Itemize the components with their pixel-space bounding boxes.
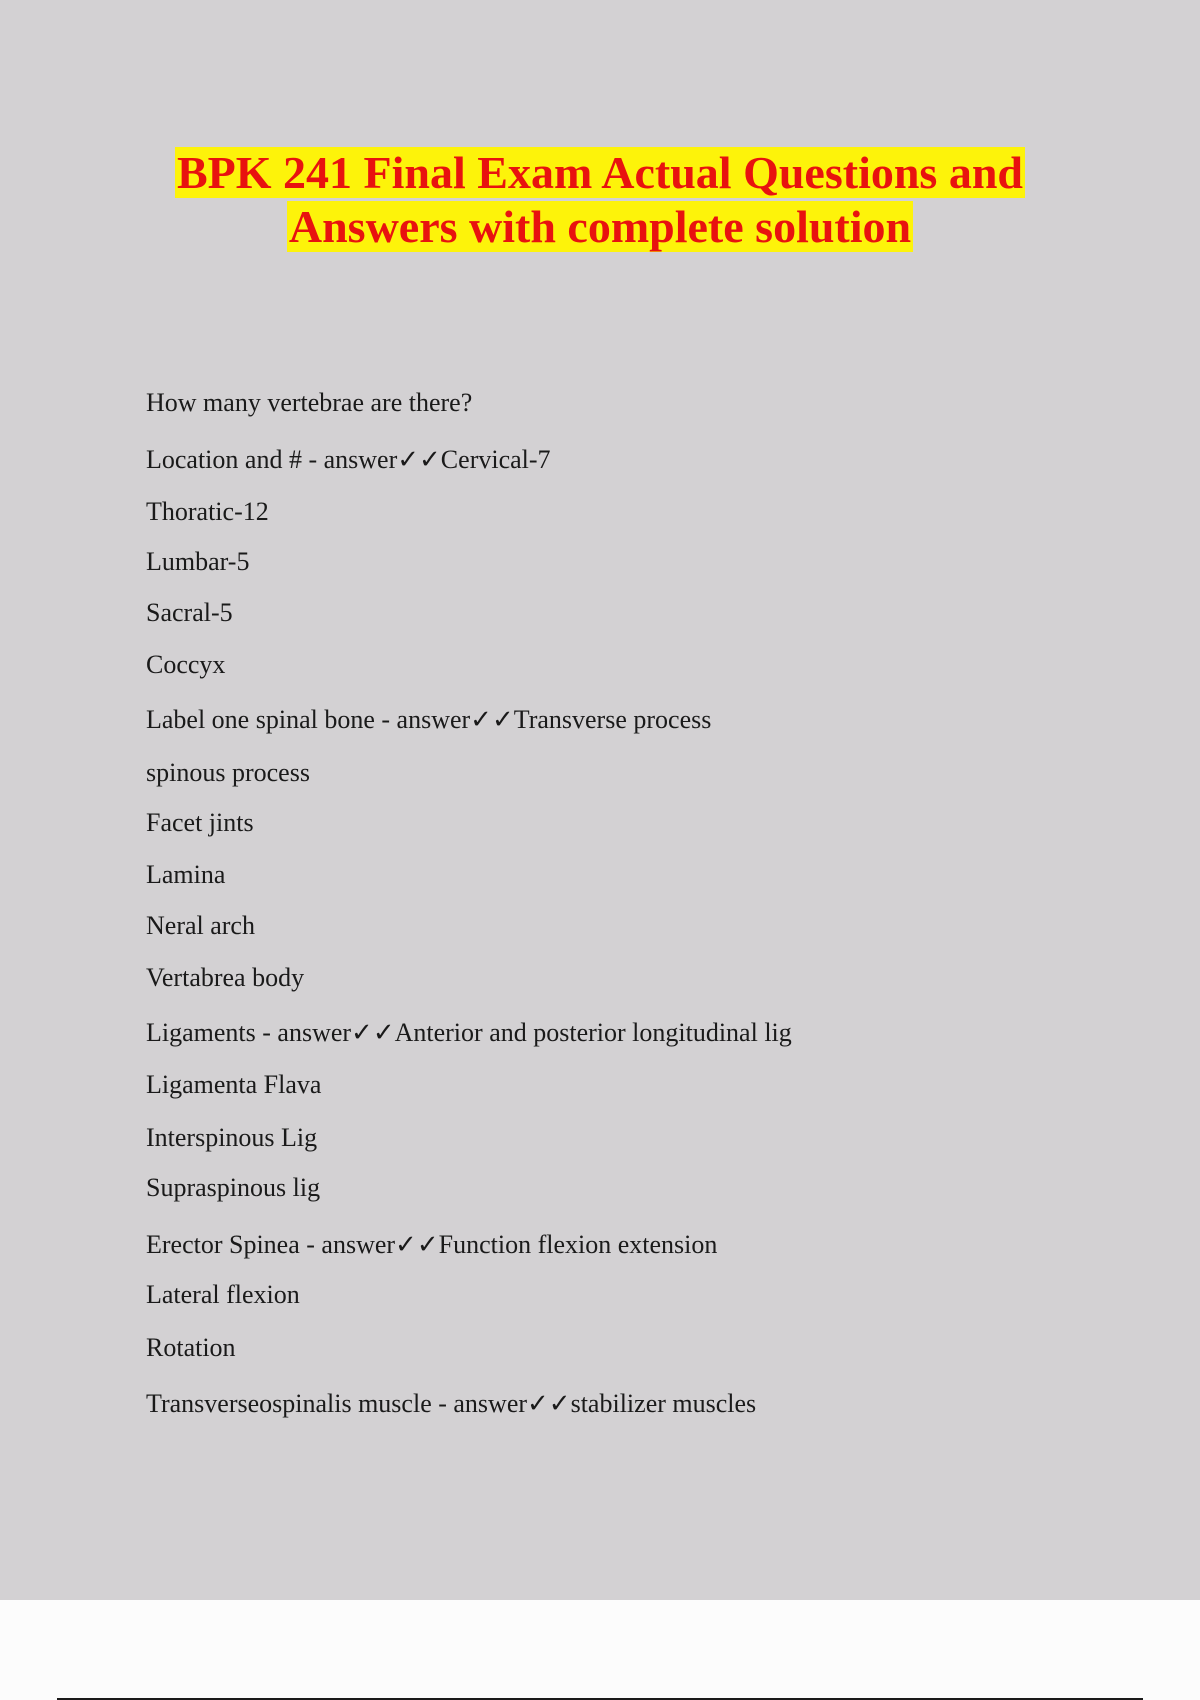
qa-line: Lateral flexion <box>146 1280 300 1309</box>
qa-line: Ligaments - answer✓✓Anterior and posterior longitudinal lig <box>146 1018 792 1047</box>
qa-line: Ligamenta Flava <box>146 1070 322 1099</box>
title-line-2: Answers with complete solution <box>288 201 912 252</box>
title-line-1: BPK 241 Final Exam Actual Questions and <box>176 147 1023 198</box>
qa-line: Transverseospinalis muscle - answer✓✓stabilizer muscles <box>146 1389 757 1418</box>
qa-line: spinous process <box>146 758 310 787</box>
qa-line: Interspinous Lig <box>146 1123 318 1152</box>
qa-line: Coccyx <box>146 650 226 679</box>
qa-line: Rotation <box>146 1333 236 1362</box>
qa-line: Lamina <box>146 860 226 889</box>
qa-line: Thoratic-12 <box>146 497 269 526</box>
qa-line: Location and # - answer✓✓Cervical-7 <box>146 445 551 474</box>
page-footer-area <box>0 1600 1200 1700</box>
qa-line: Lumbar-5 <box>146 547 250 576</box>
qa-line: Neral arch <box>146 911 255 940</box>
qa-line: Sacral-5 <box>146 598 233 627</box>
qa-line: Facet jints <box>146 808 254 837</box>
qa-line: Erector Spinea - answer✓✓Function flexion extension <box>146 1230 718 1259</box>
qa-line: Label one spinal bone - answer✓✓Transverse process <box>146 705 712 734</box>
qa-line: Supraspinous lig <box>146 1173 321 1202</box>
qa-line: How many vertebrae are there? <box>146 388 473 417</box>
qa-line: Vertabrea body <box>146 963 305 992</box>
document-title <box>0 146 1200 254</box>
